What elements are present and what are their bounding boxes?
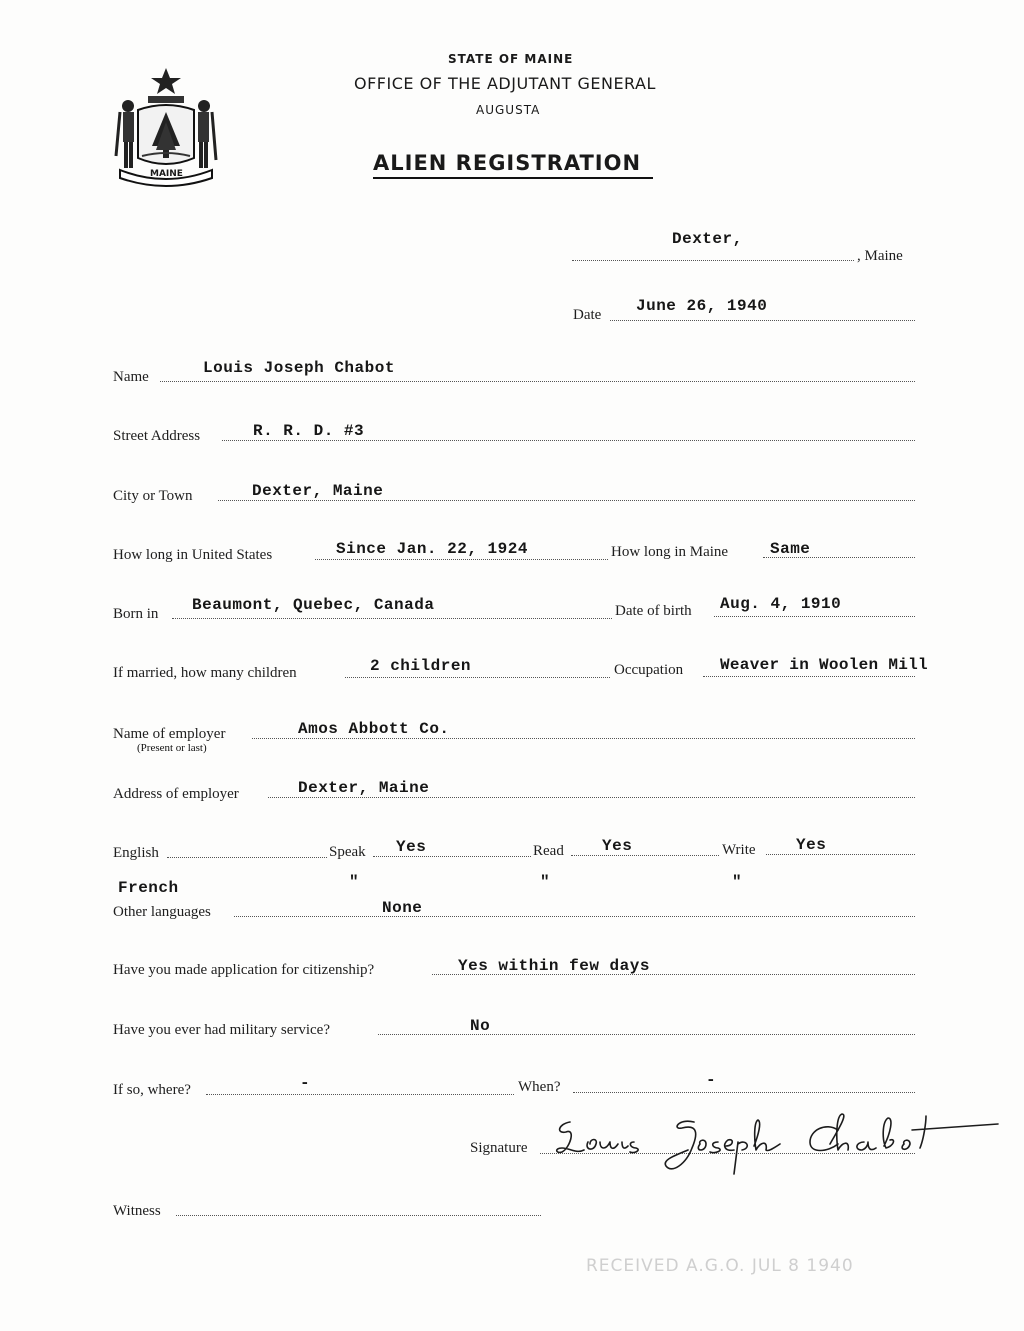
name-label: Name xyxy=(113,369,149,385)
other-speak-ditto: " xyxy=(349,873,360,891)
title-underline xyxy=(373,177,653,179)
street-value: R. R. D. #3 xyxy=(253,422,365,440)
state-heading: STATE OF MAINE xyxy=(448,52,574,66)
read-line xyxy=(571,855,719,856)
witness-line xyxy=(176,1215,541,1216)
military-value: No xyxy=(470,1017,491,1035)
location-line xyxy=(572,260,854,261)
state-seal xyxy=(112,66,220,190)
when-label: When? xyxy=(518,1079,561,1095)
other-languages-label: Other languages xyxy=(113,904,211,920)
employer-note: (Present or last) xyxy=(137,742,207,754)
children-label: If married, how many children xyxy=(113,665,297,681)
date-line xyxy=(610,320,915,321)
office-heading: OFFICE OF THE ADJUTANT GENERAL xyxy=(354,74,656,93)
date-label: Date xyxy=(573,307,602,323)
witness-label: Witness xyxy=(113,1203,161,1219)
born-in-label: Born in xyxy=(113,606,159,622)
date-value: June 26, 1940 xyxy=(636,297,768,315)
where-line xyxy=(206,1094,514,1095)
children-line xyxy=(345,677,610,678)
born-in-line xyxy=(172,618,612,619)
signature-label: Signature xyxy=(470,1140,528,1156)
other-write-ditto: " xyxy=(732,873,743,891)
speak-value: Yes xyxy=(396,838,427,856)
other-language-typed: French xyxy=(118,879,179,897)
write-value: Yes xyxy=(796,836,827,854)
city-value: Dexter, Maine xyxy=(252,482,384,500)
military-label: Have you ever had military service? xyxy=(113,1022,330,1038)
speak-line xyxy=(373,856,531,857)
location-value: Dexter, xyxy=(672,230,743,248)
when-value: - xyxy=(706,1071,717,1089)
write-line xyxy=(766,854,915,855)
date-of-birth-label: Date of birth xyxy=(615,603,692,619)
employer-label: Name of employer xyxy=(113,726,226,742)
street-line xyxy=(222,440,915,441)
date-of-birth-line xyxy=(714,616,915,617)
read-value: Yes xyxy=(602,837,633,855)
how-long-maine-line xyxy=(763,557,915,558)
other-languages-line xyxy=(234,916,915,917)
location-suffix: , Maine xyxy=(857,248,903,264)
name-line xyxy=(160,381,915,382)
when-line xyxy=(573,1092,915,1093)
employer-address-line xyxy=(268,797,915,798)
english-line xyxy=(167,857,327,858)
where-value: - xyxy=(300,1074,311,1092)
how-long-us-label: How long in United States xyxy=(113,547,273,563)
born-in-value: Beaumont, Quebec, Canada xyxy=(192,596,435,614)
city-heading: AUGUSTA xyxy=(476,103,541,117)
how-long-maine-label: How long in Maine xyxy=(611,544,729,560)
other-read-ditto: " xyxy=(540,873,551,891)
city-line xyxy=(218,500,915,501)
other-languages-value: None xyxy=(382,899,423,917)
employer-address-label: Address of employer xyxy=(113,786,239,802)
how-long-us-value: Since Jan. 22, 1924 xyxy=(336,540,528,558)
city-label: City or Town xyxy=(113,488,193,504)
page-title: ALIEN REGISTRATION xyxy=(373,151,642,175)
citizenship-line xyxy=(432,974,915,975)
occupation-line xyxy=(703,676,915,677)
date-of-birth-value: Aug. 4, 1910 xyxy=(720,595,842,613)
citizenship-label: Have you made application for citizenship? xyxy=(113,962,375,978)
received-stamp: RECEIVED A.G.O. JUL 8 1940 xyxy=(586,1256,854,1276)
speak-label: Speak xyxy=(329,844,366,860)
how-long-us-line xyxy=(315,559,608,560)
english-label: English xyxy=(113,845,159,861)
write-label: Write xyxy=(722,842,756,858)
how-long-maine-value: Same xyxy=(770,540,811,558)
citizenship-value: Yes within few days xyxy=(458,957,650,975)
seal-banner-text: MAINE xyxy=(150,169,183,179)
occupation-label: Occupation xyxy=(614,662,684,678)
employer-value: Amos Abbott Co. xyxy=(298,720,450,738)
children-value: 2 children xyxy=(370,657,472,675)
read-label: Read xyxy=(533,843,564,859)
name-value: Louis Joseph Chabot xyxy=(203,359,395,377)
where-label: If so, where? xyxy=(113,1082,191,1098)
street-label: Street Address xyxy=(113,428,201,444)
occupation-value: Weaver in Woolen Mill xyxy=(720,656,928,674)
employer-address-value: Dexter, Maine xyxy=(298,779,430,797)
military-line xyxy=(378,1034,915,1035)
employer-line xyxy=(252,738,915,739)
